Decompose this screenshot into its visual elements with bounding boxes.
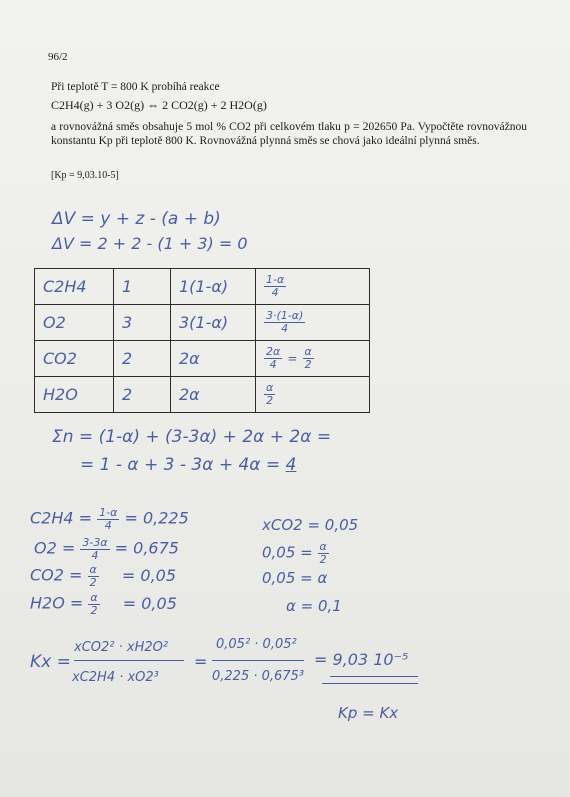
table-row	[35, 377, 370, 413]
table-row	[35, 341, 370, 377]
coef-cell: 1	[114, 269, 171, 305]
problem-text: a rovnovážná směs obsahuje 5 mol % CO2 při celkovém tlaku p = 202650 Pa. Vypočtěte rovnovážnou konstantu Kp při teplotě 800 K. Rovnovážná plynná směs se chová jako ideální plynná směs.	[51, 121, 527, 148]
delta-v-formula: ΔV = y + z - (a + b)	[52, 209, 221, 229]
kx-values-fraction-bar	[212, 660, 304, 661]
species-cell: O2	[35, 305, 114, 341]
fraction-c2h4: C2H4 = $\frac{1-\alpha}{4}$ = 0,225	[30, 506, 189, 532]
kp-equals-kx: Kp = Kx	[338, 704, 399, 722]
sum-of-moles: Σn = (1-α) + (3-3α) + 2α + 2α =	[52, 427, 332, 447]
right-alpha-equation: 0,05 = $\frac{\alpha}{2}$	[262, 540, 327, 566]
page-number: 96/2	[48, 51, 68, 63]
delta-v-calculation: ΔV = 2 + 2 - (1 + 3) = 0	[52, 234, 248, 253]
sum-of-moles-simplified: = 1 - α + 3 - 3α + 4α = 4	[80, 455, 297, 475]
fraction-h2o: H2O = $\frac{\alpha}{2}$ = 0,05	[30, 591, 177, 617]
fraction-co2: CO2 = $\frac{\alpha}{2}$ = 0,05	[30, 563, 177, 589]
fraction: $\frac{3-3\alpha}{4}$	[82, 536, 108, 562]
fraction-cell	[256, 377, 370, 413]
kx-numerator: xCO2² · xH2O²	[74, 640, 169, 655]
fraction: $\frac{\alpha}{2}$	[89, 563, 97, 589]
mole-fraction: $\frac{1-\alpha}{4}$	[266, 273, 285, 299]
mole-fraction: $\frac{2\alpha}{4}$	[266, 345, 281, 371]
kx-denominator: xC2H4 · xO2³	[72, 670, 159, 685]
moles-cell: 2α	[171, 341, 256, 377]
fraction: $\frac{1-\alpha}{4}$	[99, 506, 118, 532]
problem-intro: Při teplotě T = 800 K probíhá reakce	[51, 81, 220, 93]
kx-fraction-bar	[74, 660, 184, 661]
table-row	[35, 269, 370, 305]
sum-result: 4	[285, 455, 297, 475]
species-cell: H2O	[35, 377, 114, 413]
right-alpha-step: 0,05 = α	[262, 569, 328, 587]
table-row	[35, 305, 370, 341]
kx-values-denominator: 0,225 · 0,675³	[212, 669, 305, 684]
moles-cell: 3(1-α)	[171, 305, 256, 341]
alpha-result: α = 0,1	[286, 597, 342, 615]
moles-cell: 1(1-α)	[171, 269, 256, 305]
result-underline-second	[322, 683, 418, 684]
result-underline	[330, 676, 418, 677]
species-cell: CO2	[35, 341, 114, 377]
right-co2-fraction: xCO2 = 0,05	[262, 516, 359, 534]
answer: [Kp = 9,03.10-5]	[51, 170, 119, 181]
coef-cell: 2	[114, 377, 171, 413]
fraction-cell	[256, 269, 370, 305]
mole-fraction: $\frac{3\cdot(1-\alpha)}{4}$	[266, 309, 304, 335]
kx-label: Kx =	[30, 652, 71, 672]
stoichiometry-table	[34, 268, 370, 413]
kx-result: = 9,03 10⁻⁵	[314, 650, 409, 669]
kx-values-numerator: 0,05² · 0,05²	[216, 637, 297, 652]
fraction: $\frac{\alpha}{2}$	[319, 540, 327, 566]
mole-fraction: $\frac{\alpha}{2}$	[266, 381, 274, 407]
kx-equals: =	[194, 652, 208, 671]
species-cell: C2H4	[35, 269, 114, 305]
fraction: $\frac{\alpha}{2}$	[90, 591, 98, 617]
reaction-equation: C2H4(g) + 3 O2(g) ⇔ 2 CO2(g) + 2 H2O(g)	[51, 98, 267, 112]
moles-cell: 2α	[171, 377, 256, 413]
fraction-cell	[256, 305, 370, 341]
coef-cell: 2	[114, 341, 171, 377]
mole-fraction-simplified: $\frac{\alpha}{2}$	[304, 345, 312, 371]
coef-cell: 3	[114, 305, 171, 341]
fraction-o2: O2 = $\frac{3-3\alpha}{4}$ = 0,675	[34, 536, 179, 562]
fraction-cell: $\frac{2\alpha}{4}$ = $\frac{\alpha}{2}$	[256, 341, 370, 377]
